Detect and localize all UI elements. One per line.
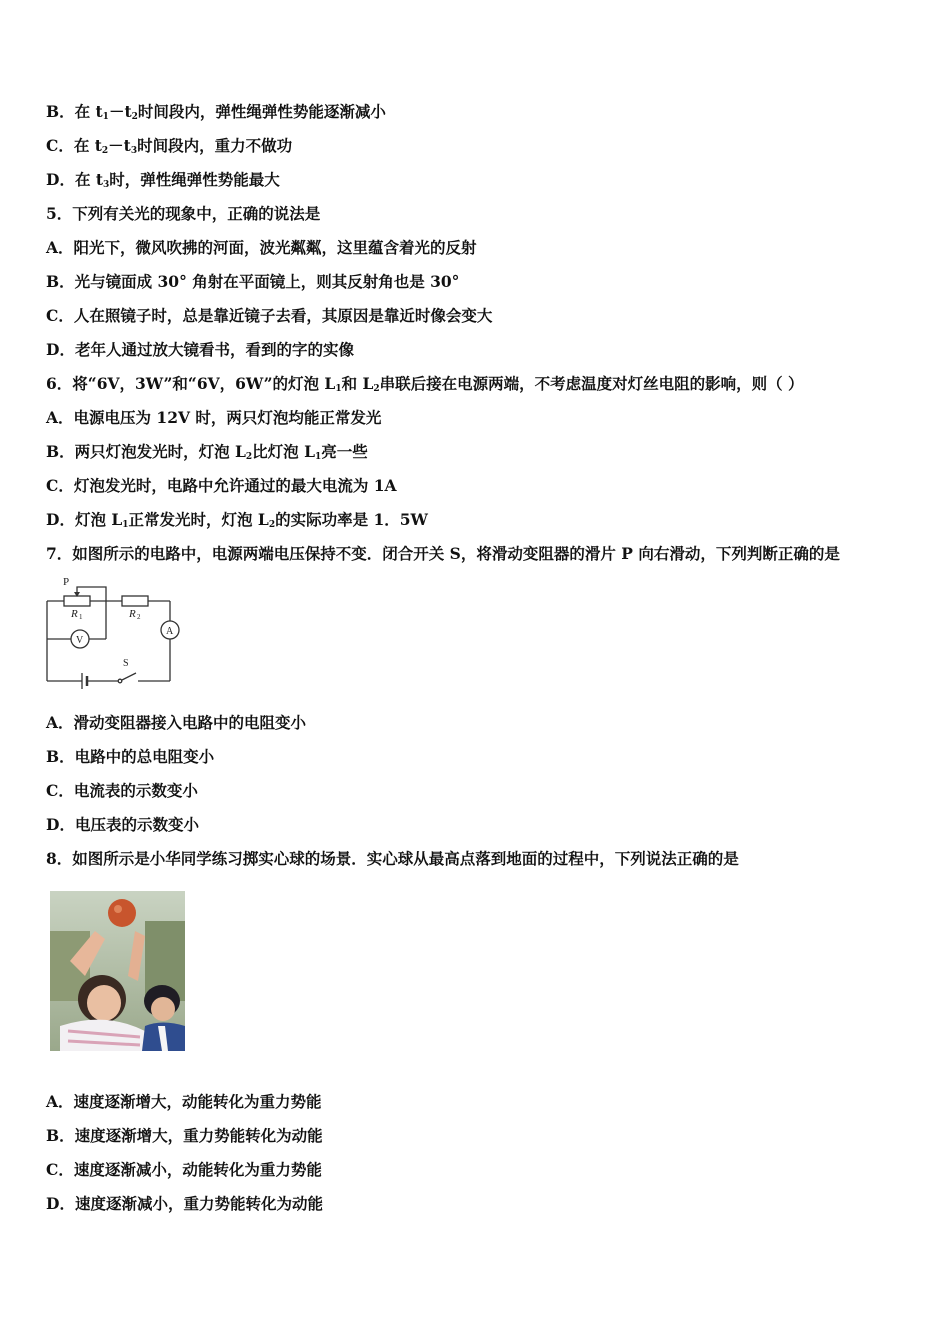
q5-option-c: C．人在照镜子时，总是靠近镜子去看，其原因是靠近时像会变大: [46, 306, 493, 325]
q5-option-b: B．光与镜面成 30° 角射在平面镜上，则其反射角也是 30°: [46, 272, 460, 291]
q8-stem: 8．如图所示是小华同学练习掷实心球的场景．实心球从最高点落到地面的过程中，下列说法正确的是: [46, 849, 739, 868]
circuit-diagram: [42, 573, 192, 695]
slider-wire: [77, 587, 106, 601]
q6-option-c: C．灯泡发光时，电路中允许通过的最大电流为 1A: [46, 476, 397, 495]
q8-option-b: B．速度逐渐增大，重力势能转化为动能: [46, 1126, 323, 1145]
q5-stem: 5．下列有关光的现象中，正确的说法是: [46, 204, 321, 223]
shot-put-photo: [50, 891, 185, 1051]
q4-option-c: C．在 $t_2-t_3$时间段内，重力不做功: [46, 136, 293, 156]
q4-option-b: B．在 $t_1-t_2$时间段内，弹性绳弹性势能逐渐减小: [46, 102, 386, 122]
q6-option-d: D．灯泡 $L_1$正常发光时，灯泡 $L_2$的实际功率是 1．5W: [46, 510, 428, 530]
q7-option-c: C．电流表的示数变小: [46, 781, 198, 800]
q7-option-a: A．滑动变阻器接入电路中的电阻变小: [46, 713, 307, 732]
label-r1: R: [71, 608, 78, 620]
q7-option-d: D．电压表的示数变小: [46, 815, 199, 834]
label-switch: S: [123, 658, 129, 669]
label-r1-sub: 1: [79, 613, 83, 621]
q5-option-d: D．老年人通过放大镜看书，看到的字的实像: [46, 340, 354, 359]
label-p: P: [63, 576, 70, 588]
switch-blade: [122, 673, 136, 680]
label-r2-sub: 2: [137, 613, 141, 621]
q8-option-c: C．速度逐渐减小，动能转化为重力势能: [46, 1160, 322, 1179]
label-r2: R: [129, 608, 136, 620]
q4-option-d: D．在 $t_3$时，弹性绳弹性势能最大: [46, 170, 280, 190]
q5-option-a: A．阳光下，微风吹拂的河面，波光粼粼，这里蕴含着光的反射: [46, 238, 477, 257]
q7-option-b: B．电路中的总电阻变小: [46, 747, 215, 766]
rheostat-r1: [64, 596, 90, 606]
q6-stem: 6．将“6V，3W”和“6V，6W”的灯泡 $L_1$和 $L_2$串联后接在电源两端，不考虑温度对灯丝电阻的影响，则（ ）: [46, 374, 804, 394]
q6-option-b: B．两只灯泡发光时，灯泡 $L_2$比灯泡 $L_1$亮一些: [46, 442, 368, 462]
q8-option-a: A．速度逐渐增大，动能转化为重力势能: [46, 1092, 322, 1111]
q7-stem: 7．如图所示的电路中，电源两端电压保持不变．闭合开关 S，将滑动变阻器的滑片 P 向右滑动，下列判断正确的是: [46, 544, 840, 563]
resistor-r2: [122, 596, 148, 606]
label-ammeter: A: [166, 626, 174, 637]
q8-option-d: D．速度逐渐减小，重力势能转化为动能: [46, 1194, 323, 1213]
label-voltmeter: V: [76, 635, 84, 646]
switch-contact: [118, 679, 122, 683]
q6-option-a: A．电源电压为 12V 时，两只灯泡均能正常发光: [46, 408, 382, 427]
